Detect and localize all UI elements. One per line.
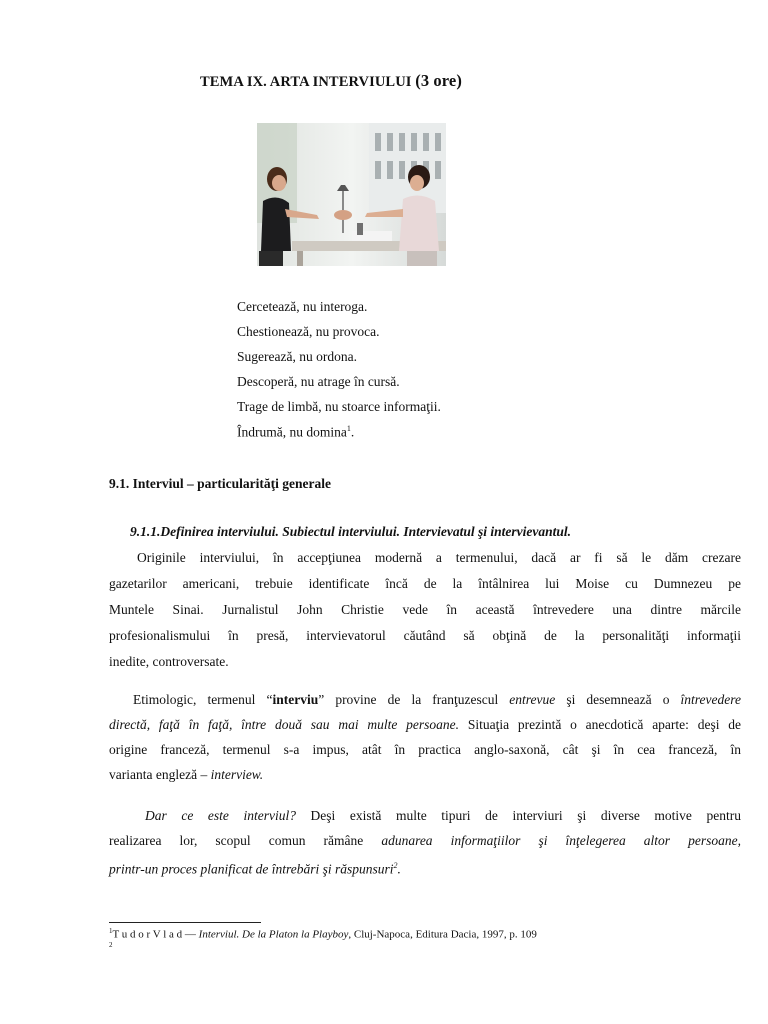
- section-heading: 9.1. Interviul – particularităţi generale: [109, 476, 331, 491]
- title-main: TEMA IX. ARTA INTERVIULUI: [200, 74, 412, 90]
- paragraph-line: profesionalismului în presă, intervievatorul căutând să obţină de la personalităţi informaţii: [109, 628, 741, 643]
- paragraph-line: printr-un proces planificat de întrebări şi răspunsuri$^2$.: [109, 861, 401, 877]
- paragraph-line: Muntele Sinai. Jurnalistul John Christie vede în această întrevedere una dintre mărcile: [109, 602, 741, 617]
- footnote-author: T u d o r V l a d: [112, 928, 183, 941]
- footnote-ref[interactable]: 1: [346, 424, 351, 433]
- footnote-divider: [109, 922, 261, 923]
- footnote-title: Interviul. De la Platon la Playboy: [198, 928, 349, 941]
- paragraph-line: Dar ce este interviul? Deşi există multe tipuri de interviuri şi diverse motive pentru: [145, 808, 741, 823]
- motto-line: Descoperă, nu atrage în cursă.: [237, 374, 400, 389]
- footnote-1: $^1$T u d o r V l a d — Interviul. De la Platon la Playboy, Cluj-Napoca, Editura Dacia, 1997, p. 109: [109, 927, 537, 941]
- paragraph-line: Etimologic, termenul “interviu” provine de la franţuzescul entrevue şi desemnează o întrevedere: [133, 692, 742, 707]
- footnote-2: 2: [109, 941, 113, 949]
- title-hours: (3 ore): [415, 71, 462, 90]
- paragraph-line: Originile interviului, în accepţiunea modernă a termenului, dacă ar fi să le dăm crezare: [137, 550, 741, 565]
- motto-line: Trage de limbă, nu stoarce informaţii.: [237, 399, 441, 414]
- motto-line: Cercetează, nu interoga.: [237, 299, 368, 314]
- handshake-photo: [257, 123, 446, 266]
- paragraph-line: origine franceză, termenul s-a impus, atât în practica anglo-saxonă, cât şi în cea franceză, în: [109, 742, 741, 757]
- subsection-heading: 9.1.1.Definirea interviului. Subiectul interviului. Intervievatul şi intervievantul.: [130, 524, 572, 539]
- footnote-mark: 1: [109, 927, 113, 935]
- paragraph-line: inedite, controversate.: [109, 654, 229, 669]
- paragraph-line: realizarea lor, scopul comun rămâne adunarea informaţiilor şi înţelegerea altor persoane,: [109, 833, 741, 848]
- motto-line: Sugerează, nu ordona.: [237, 349, 357, 364]
- motto-line-last: Îndrumă, nu domina$^1$.: [237, 424, 355, 440]
- paragraph-line: varianta engleză – interview.: [109, 767, 264, 782]
- footnote-ref[interactable]: 2: [393, 861, 398, 870]
- paragraph-line: directă, faţă în faţă, între două sau mai multe persoane. Situaţia prezintă o anecdotică aparte: deşi de: [109, 717, 741, 732]
- motto-line: Chestionează, nu provoca.: [237, 324, 380, 339]
- motto-text: Îndrumă, nu domina: [237, 424, 347, 440]
- page-title: [200, 71, 462, 91]
- paragraph-line: gazetarilor americani, trebuie identificate încă de la întâlnirea lui Moise cu Dumnezeu pe: [109, 576, 741, 591]
